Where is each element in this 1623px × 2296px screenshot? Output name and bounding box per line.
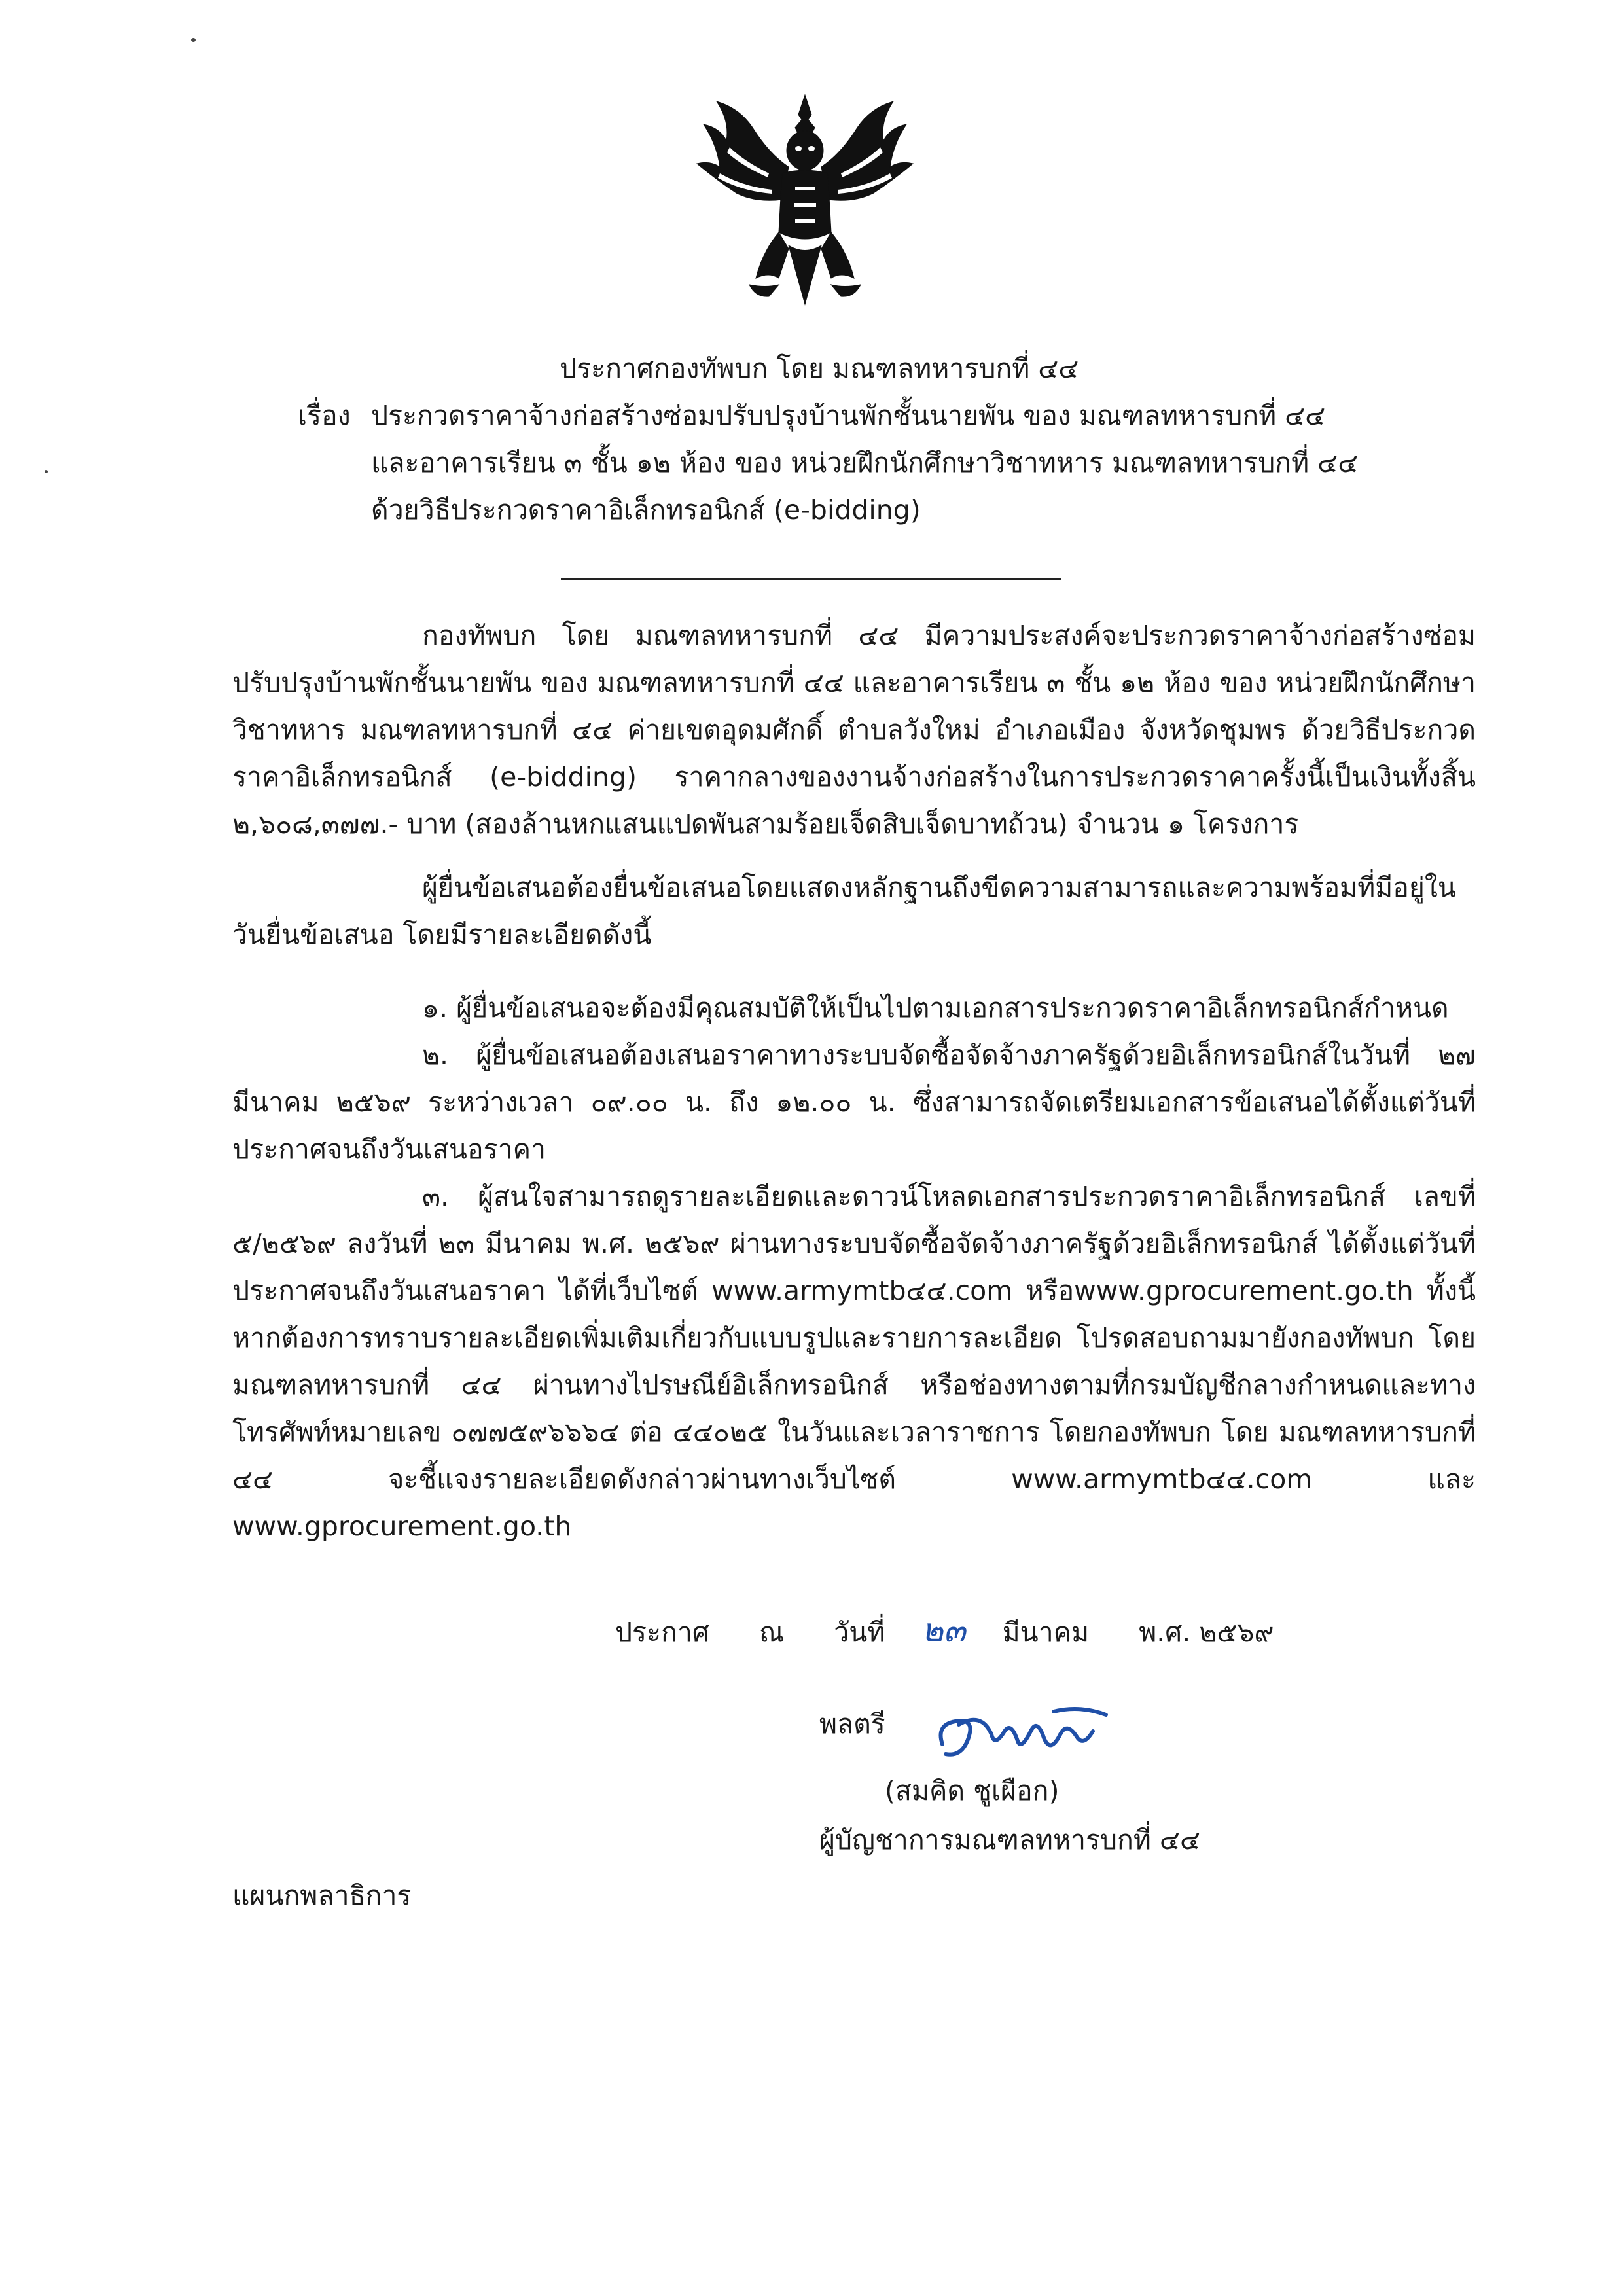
title-divider	[561, 578, 1061, 580]
conditions-list	[232, 969, 1476, 1550]
issuing-department: แผนกพลาธิการ	[232, 1880, 412, 1911]
subject-line-2: และอาคารเรียน ๓ ชั้น ๑๒ ห้อง ของ หน่วยฝึกนักศึกษาวิชาทหาร มณฑลทหารบกที่ ๔๔	[371, 447, 1359, 478]
subject-label: เรื่อง	[298, 400, 351, 431]
scan-speck	[45, 470, 48, 473]
announcement-title: ประกาศกองทัพบก โดย มณฑลทหารบกที่ ๔๔	[560, 353, 1079, 384]
garuda-emblem	[690, 88, 919, 321]
month-label: มีนาคม	[1002, 1617, 1090, 1648]
body-paragraph-1	[232, 612, 1476, 848]
announcement-date	[615, 1607, 1274, 1656]
at-label: ณ	[759, 1617, 785, 1648]
scan-speck	[191, 38, 196, 42]
day-label: วันที่	[834, 1617, 885, 1648]
signer-position: ผู้บัญชาการมณฑลทหารบกที่ ๔๔	[819, 1824, 1200, 1856]
paragraph-text: กองทัพบก โดย มณฑลทหารบกที่ ๔๔ มีความประสงค์จะประกวดราคาจ้างก่อสร้างซ่อมปรับปรุงบ้านพักชั้นนายพัน ของ มณฑลทหารบกที่ ๔๔ และอาคารเรียน ๓ ชั้น ๑๒ ห้อง ของ หน่วยฝึกนักศึกษาวิชาทหาร มณฑลทหารบกที่ ๔๔ ค่ายเขตอุดมศักดิ์ ตำบลวังใหม่ อำเภอเมือง จังหวัดชุมพร ด้วยวิธีประกวดราคาอิเล็กทรอนิกส์ (e-bidding) ราคากลางของงานจ้างก่อสร้างในการประกวดราคาครั้งนี้เป็นเงินทั้งสิ้น ๒,๖๐๘,๓๗๗.- บาท (สองล้านหกแสนแปดพันสามร้อยเจ็ดสิบเจ็ดบาทถ้วน) จำนวน ๑ โครงการ	[232, 620, 1476, 840]
subject-line-1: ประกวดราคาจ้างก่อสร้างซ่อมปรับปรุงบ้านพักชั้นนายพัน ของ มณฑลทหารบกที่ ๔๔	[371, 400, 1326, 431]
handwritten-day: ๒๓	[921, 1611, 966, 1649]
signer-name: (สมคิด ชูเผือก)	[885, 1775, 1060, 1806]
announce-label: ประกาศ	[615, 1617, 709, 1648]
handwritten-signature	[929, 1685, 1126, 1770]
condition-item-1: ๑. ผู้ยื่นข้อเสนอจะต้องมีคุณสมบัติให้เป็นไปตามเอกสารประกวดราคาอิเล็กทรอนิกส์กำหนด	[422, 992, 1449, 1024]
signer-rank: พลตรี	[819, 1708, 885, 1740]
condition-item-2: ๒. ผู้ยื่นข้อเสนอต้องเสนอราคาทางระบบจัดซื้อจัดจ้างภาครัฐด้วยอิเล็กทรอนิกส์ในวันที่ ๒๗ มีนาคม ๒๕๖๙ ระหว่างเวลา ๐๙.๐๐ น. ถึง ๑๒.๐๐ น. ซึ่งสามารถจัดเตรียมเอกสารข้อเสนอได้ตั้งแต่วันที่ประกาศจนถึงวันเสนอราคา	[232, 1039, 1476, 1165]
body-paragraph-2	[232, 864, 1476, 958]
subject-line-3: ด้วยวิธีประกวดราคาอิเล็กทรอนิกส์ (e-bidding)	[371, 494, 921, 526]
paragraph-text: ผู้ยื่นข้อเสนอต้องยื่นข้อเสนอโดยแสดงหลักฐานถึงขีดความสามารถและความพร้อมที่มีอยู่ในวันยื่นข้อเสนอ โดยมีรายละเอียดดังนี้	[232, 872, 1456, 950]
year-label: พ.ศ. ๒๕๖๙	[1139, 1617, 1274, 1648]
condition-item-3: ๓. ผู้สนใจสามารถดูรายละเอียดและดาวน์โหลดเอกสารประกวดราคาอิเล็กทรอนิกส์ เลขที่ ๕/๒๕๖๙ ลงวันที่ ๒๓ มีนาคม พ.ศ. ๒๕๖๙ ผ่านทางระบบจัดซื้อจัดจ้างภาครัฐด้วยอิเล็กทรอนิกส์ ได้ตั้งแต่วันที่ ประกาศจนถึงวันเสนอราคา ได้ที่เว็บไซต์ www.armymtb๔๔.com หรือwww.gprocurement.go.th ทั้งนี้ หากต้องการทราบรายละเอียดเพิ่มเติมเกี่ยวกับแบบรูปและรายการละเอียด โปรดสอบถามมายังกองทัพบก โดย มณฑลทหารบกที่ ๔๔ ผ่านทางไปรษณีย์อิเล็กทรอนิกส์ หรือช่องทางตามที่กรมบัญชีกลางกำหนดและทางโทรศัพท์หมายเลข ๐๗๗๕๙๖๖๖๔ ต่อ ๔๔๐๒๕ ในวันและเวลาราชการ โดยกองทัพบก โดย มณฑลทหารบกที่ ๔๔ จะชี้แจงรายละเอียดดังกล่าวผ่านทางเว็บไซต์ www.armymtb๔๔.com และ www.gprocurement.go.th	[232, 1181, 1476, 1542]
